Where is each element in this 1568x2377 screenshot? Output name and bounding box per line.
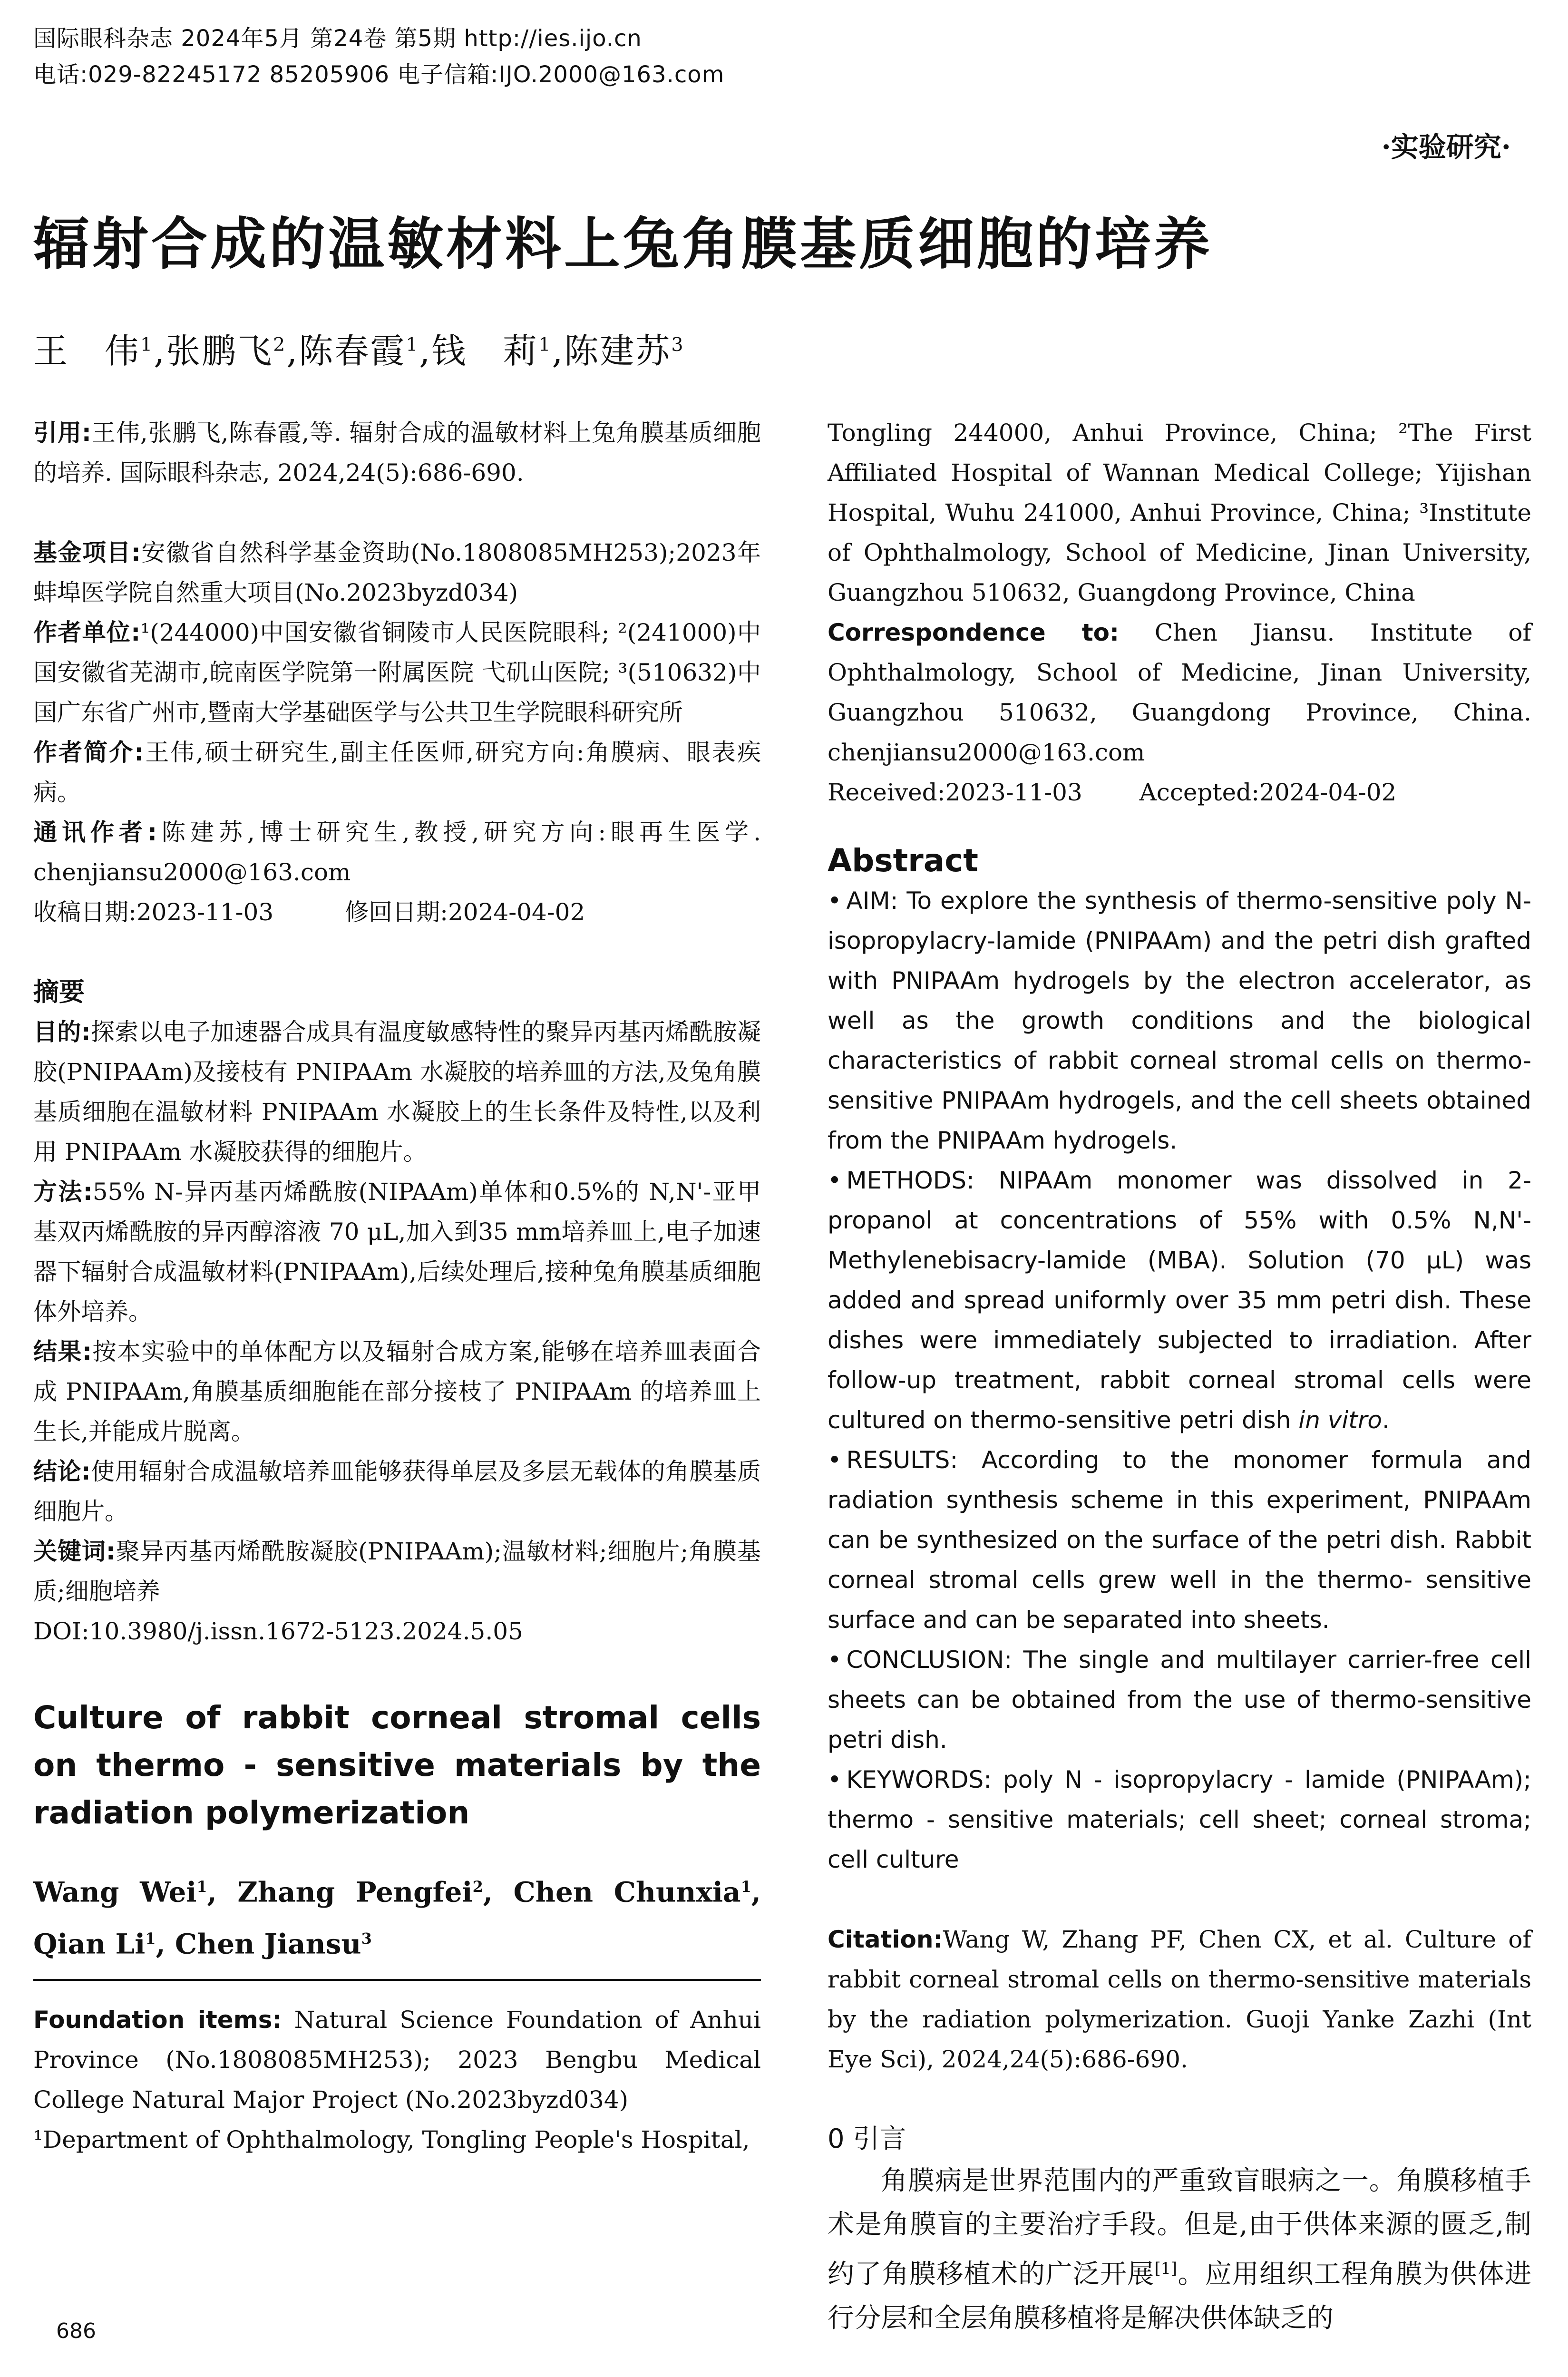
intro-body: 角膜病是世界范围内的严重致盲眼病之一。角膜移植手术是角膜盲的主要治疗手段。但是,由于供体来源的匮乏,制约了角膜移植术的广泛开展[1]。应用组织工程角膜为供体进行分层和全层角膜移植将是解决供体缺乏的 <box>828 2165 1531 2334</box>
author-name: 张鹏飞 <box>166 331 273 371</box>
corresponding-author-cn: 通讯作者:陈建苏,博士研究生,教授,研究方向:眼再生医学. chenjiansu2000@163.com <box>33 818 761 886</box>
fund-cn: 基金项目:安徽省自然科学基金资助(No.1808085MH253);2023年蚌埠医学院自然重大项目(No.2023byzd034) <box>33 539 761 606</box>
affiliation-en-1: ¹Department of Ophthalmology, Tongling People's Hospital, <box>33 2125 750 2153</box>
author-name: 钱 莉 <box>431 331 539 371</box>
correspondence-en: Correspondence to: Chen Jiansu. Institute of Ophthalmology, School of Medicine, Jinan University, Guangzhou 510632, Guangdong Province, China. chenjiansu2000@163.com <box>828 619 1531 766</box>
abstract-methods-en: • METHODS: NIPAAm monomer was dissolved in 2-propanol at concentrations of 55% with 0.5% N,N'-Methylenebisacry-lamide (MBA). Solution (70 μL) was added and spread uniformly over 35 mm petri dish. These dishes were immediately subjected to irradiation. After follow-up treatment, rabbit corneal stromal cells were cultured on thermo-sensitive petri dish in vitro. <box>828 1167 1531 1434</box>
author-name: 王 伟 <box>33 331 141 371</box>
journal-header-line1: 国际眼科杂志 2024年5月 第24卷 第5期 http://ies.ijo.cn <box>33 25 642 52</box>
abstract-aim-cn: 目的:探索以电子加速器合成具有温度敏感特性的聚异丙基丙烯酰胺凝胶(PNIPAAm)及接枝有 PNIPAAm 水凝胶的培养皿的方法,及兔角膜基质细胞在温敏材料 PNIPAAm 水凝胶上的生长条件及特性,以及利用 PNIPAAm 水凝胶获得的细胞片。 <box>33 1018 761 1166</box>
doi: DOI:10.3980/j.issn.1672-5123.2024.5.05 <box>33 1617 523 1645</box>
dates-cn: 收稿日期:2023-11-03 修回日期:2024-04-02 <box>33 898 585 926</box>
abstract-results-en: • RESULTS: According to the monomer formula and radiation synthesis scheme in this experiment, PNIPAAm can be synthesized on the surface of the petri dish. Rabbit corneal stromal cells grew well in the thermo- sensitive surface and can be separated into sheets. <box>828 1446 1531 1634</box>
journal-header-line2: 电话:029-82245172 85205906 电子信箱:IJO.2000@163.com <box>33 61 725 88</box>
right-column <box>828 413 1531 2340</box>
abstract-conclusion-cn: 结论:使用辐射合成温敏培养皿能够获得单层及多层无载体的角膜基质细胞片。 <box>33 1458 761 1525</box>
abstract-conclusion-en: • CONCLUSION: The single and multilayer carrier-free cell sheets can be obtained from the use of thermo-sensitive petri dish. <box>828 1646 1531 1754</box>
bullet-icon: • <box>828 1167 842 1194</box>
author-affiliation: 2 <box>472 1878 483 1896</box>
citation-cn: 引用:王伟,张鹏飞,陈春霞,等. 辐射合成的温敏材料上兔角膜基质细胞的培养. 国际眼科杂志, 2024,24(5):686-690. <box>33 419 761 487</box>
abstract-en <box>828 881 1531 1880</box>
author-name: Chen Jiansu <box>175 1928 361 1960</box>
author-name: 陈建苏 <box>564 331 672 371</box>
author-affiliation: 1 <box>140 334 154 356</box>
abstract-head-cn: 摘要 <box>33 977 85 1007</box>
section-tag: ·实验研究· <box>1381 131 1511 163</box>
author-affiliation: 1 <box>196 1878 207 1896</box>
author-bio-cn: 作者简介:王伟,硕士研究生,副主任医师,研究方向:角膜病、眼表疾病。 <box>33 739 761 806</box>
abstract-aim-en: • AIM: To explore the synthesis of thermo-sensitive poly N-isopropylacry-lamide (PNIPAAm) and the petri dish grafted with PNIPAAm hydrogels by the electron accelerator, as well as the growth conditions and the biological characteristics of rabbit corneal stromal cells on thermo-sensitive PNIPAAm hydrogels, and the cell sheets obtained from the PNIPAAm hydrogels. <box>828 887 1531 1154</box>
author-affiliation: 1 <box>740 1878 751 1896</box>
foundation-en: Foundation items: Natural Science Foundation of Anhui Province (No.1808085MH253); 2023 Bengbu Medical College Natural Major Project (No.2023byzd034) <box>33 2006 761 2114</box>
dates-en: Received:2023-11-03 Accepted:2024-04-02 <box>828 779 1397 806</box>
author-name: Zhang Pengfei <box>237 1876 473 1909</box>
author-affiliation: 1 <box>145 1929 156 1948</box>
author-affiliation: 3 <box>671 334 685 356</box>
bullet-icon: • <box>828 1766 842 1793</box>
intro-heading: 0 引言 <box>828 2124 906 2154</box>
bullet-icon: • <box>828 887 842 915</box>
english-title: Culture of rabbit corneal stromal cells on thermo - sensitive materials by the radiation polymerization <box>33 1699 761 1831</box>
author-affiliation: 2 <box>273 334 287 356</box>
abstract-methods-cn: 方法:55% N-异丙基丙烯酰胺(NIPAAm)单体和0.5%的 N,N'-亚甲基双丙烯酰胺的异丙醇溶液 70 μL,加入到35 mm培养皿上,电子加速器下辐射合成温敏材料(PNIPAAm),后续处理后,接种兔角膜基质细胞体外培养。 <box>33 1178 761 1325</box>
keywords-cn: 关键词:聚异丙基丙烯酰胺凝胶(PNIPAAm);温敏材料;细胞片;角膜基质;细胞培养 <box>33 1538 761 1605</box>
author-name: 陈春霞 <box>299 331 406 371</box>
bullet-icon: • <box>828 1446 842 1474</box>
authors-en: Wang Wei$^1$, Zhang Pengfei$^2$, Chen Chunxia$^1$, Qian Li$^1$, Chen Jiansu$^3$ <box>33 1876 761 1960</box>
citation-en: Citation:Wang W, Zhang PF, Chen CX, et al. Culture of rabbit corneal stromal cells on thermo-sensitive materials by the radiation polymerization. Guoji Yanke Zazhi (Int Eye Sci), 2024,24(5):686-690. <box>828 1926 1531 2073</box>
author-unit-cn: 作者单位:¹(244000)中国安徽省铜陵市人民医院眼科; ²(241000)中国安徽省芜湖市,皖南医学院第一附属医院 弋矶山医院; ³(510632)中国广东省广州市,暨南大学基础医学与公共卫生学院眼科研究所 <box>33 619 761 726</box>
affiliations-en: Tongling 244000, Anhui Province, China; ²The First Affiliated Hospital of Wannan Medical College; Yijishan Hospital, Wuhu 241000, Anhui Province, China; ³Institute of Ophthalmology, School of Medicine, Jinan University, Guangzhou 510632, Guangdong Province, China <box>828 419 1531 606</box>
author-name: Qian Li <box>33 1928 146 1960</box>
author-name: Chen Chunxia <box>513 1876 741 1909</box>
page-number: 686 <box>56 2319 96 2343</box>
abstract-results-cn: 结果:按本实验中的单体配方以及辐射合成方案,能够在培养皿表面合成 PNIPAAm,角膜基质细胞能在部分接枝了 PNIPAAm 的培养皿上生长,并能成片脱离。 <box>33 1338 761 1445</box>
bullet-icon: • <box>828 1646 842 1674</box>
author-name: Wang Wei <box>33 1876 197 1909</box>
left-column <box>33 413 761 2160</box>
page-title: 辐射合成的温敏材料上兔角膜基质细胞的培养 <box>33 211 1213 277</box>
abstract-head-en: Abstract <box>828 842 978 879</box>
keywords-en: • KEYWORDS: poly N - isopropylacry - lamide (PNIPAAm); thermo - sensitive materials; cell sheet; corneal stroma; cell culture <box>828 1766 1531 1873</box>
author-affiliation: 1 <box>406 334 419 356</box>
author-affiliation: 1 <box>538 334 552 356</box>
authors-cn: 王 伟$^1$,张鹏飞$^2$,陈春霞$^1$,钱 莉$^1$,陈建苏$^3$ <box>33 331 685 371</box>
author-affiliation: 3 <box>361 1929 372 1948</box>
citation-ref[interactable]: [1] <box>1154 2259 1178 2278</box>
